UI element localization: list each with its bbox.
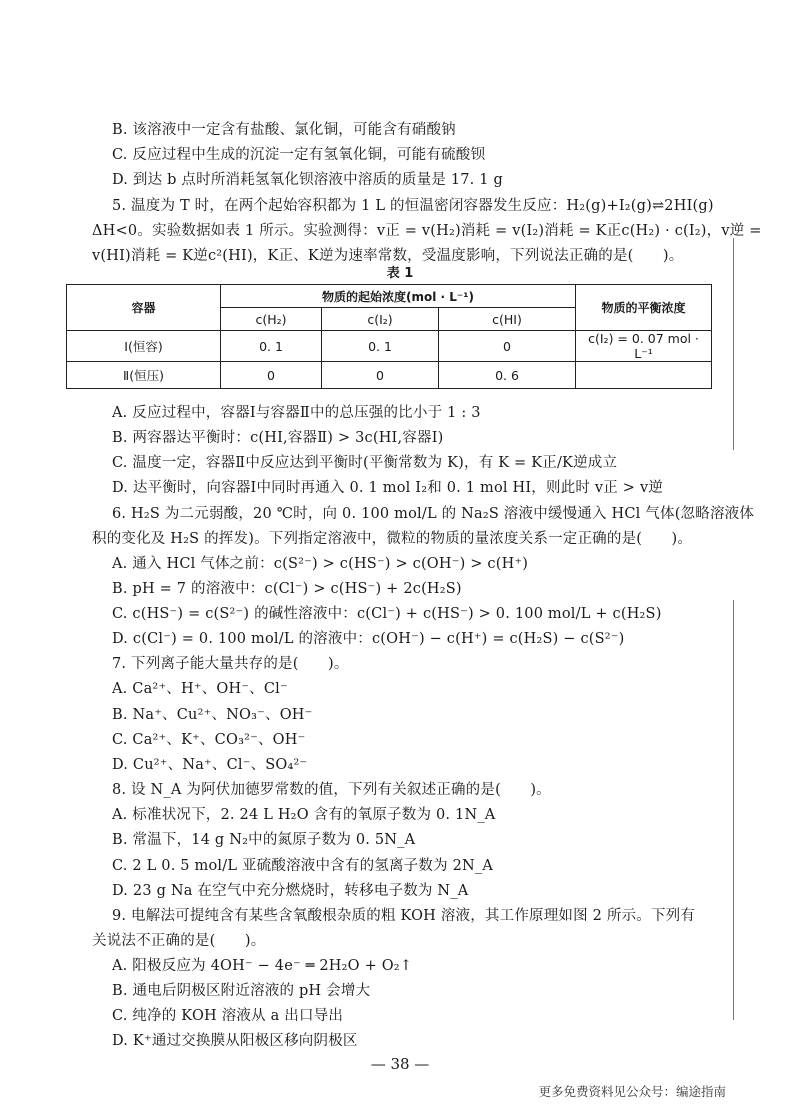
row-c-h2: 0. 1 (221, 331, 322, 362)
option-a-q5: A. 反应过程中，容器Ⅰ与容器Ⅱ中的总压强的比小于 1 : 3 (112, 405, 481, 421)
row-equilibrium: c(I₂) = 0. 07 mol · L⁻¹ (576, 331, 712, 362)
row-c-i2: 0. 1 (322, 331, 439, 362)
header-initial-concentration: 物质的起始浓度(mol · L⁻¹) (221, 285, 576, 308)
option-b-q6: B. pH = 7 的溶液中：c(Cl⁻) > c(HS⁻) + 2c(H₂S) (112, 581, 462, 597)
row-c-i2: 0 (322, 362, 439, 389)
header-equilibrium-concentration: 物质的平衡浓度 (576, 285, 712, 331)
footer-note: 更多免费资料见公众号：编途指南 (538, 1084, 726, 1099)
header-c-hi: c(HI) (439, 308, 576, 331)
option-c-q8: C. 2 L 0. 5 mol/L 亚硫酸溶液中含有的氢离子数为 2N_A (112, 858, 494, 874)
header-c-h2: c(H₂) (221, 308, 322, 331)
option-c-q9: C. 纯净的 KOH 溶液从 a 出口导出 (112, 1008, 344, 1024)
option-a-q6: A. 通入 HCl 气体之前：c(S²⁻) > c(HS⁻) > c(OH⁻) > c(H⁺) (112, 556, 529, 572)
option-b-q8: B. 常温下，14 g N₂中的氮原子数为 0. 5N_A (112, 832, 416, 848)
question-9-line-1: 9. 电解法可提纯含有某些含氧酸根杂质的粗 KOH 溶液，其工作原理如图 2 所示。下列有 (112, 908, 696, 924)
option-d-q5: D. 达平衡时，向容器Ⅰ中同时再通入 0. 1 mol I₂和 0. 1 mol HI，则此时 v正 > v逆 (112, 480, 664, 496)
option-b-q5: B. 两容器达平衡时：c(HI,容器Ⅱ) > 3c(HI,容器Ⅰ) (112, 430, 444, 446)
option-d-q9: D. K⁺通过交换膜从阳极区移向阴极区 (112, 1033, 358, 1049)
data-table (66, 284, 712, 389)
option-a-q9: A. 阳极反应为 4OH⁻ − 4e⁻ ═ 2H₂O + O₂↑ (112, 958, 413, 974)
header-container: 容器 (67, 285, 221, 331)
table-row (67, 362, 712, 389)
option-c-q7: C. Ca²⁺、K⁺、CO₃²⁻、OH⁻ (112, 732, 306, 748)
question-8: 8. 设 N_A 为阿伏加德罗常数的值，下列有关叙述正确的是( )。 (112, 782, 551, 798)
option-d-q4: D. 到达 b 点时所消耗氢氧化钡溶液中溶质的质量是 17. 1 g (112, 172, 504, 188)
question-5-line-1: 5. 温度为 T 时，在两个起始容积都为 1 L 的恒温密闭容器发生反应：H₂(g)+I₂(g)⇌2HI(g) (112, 198, 714, 214)
row-c-hi: 0. 6 (439, 362, 576, 389)
row-c-hi: 0 (439, 331, 576, 362)
question-5-line-3: v(HI)消耗 = K逆c²(HI)，K正、K逆为速率常数，受温度影响，下列说法正确的是( )。 (92, 248, 684, 264)
option-a-q8: A. 标准状况下，2. 24 L H₂O 含有的氧原子数为 0. 1N_A (112, 807, 496, 823)
option-d-q6: D. c(Cl⁻) = 0. 100 mol/L 的溶液中：c(OH⁻) − c(H⁺) = c(H₂S) − c(S²⁻) (112, 631, 625, 647)
header-c-i2: c(I₂) (322, 308, 439, 331)
table-title: 表 1 (386, 266, 414, 281)
row-container-name: Ⅱ(恒压) (67, 362, 221, 389)
question-6-line-2: 积的变化及 H₂S 的挥发)。下列指定溶液中，微粒的物质的量浓度关系一定正确的是( )。 (92, 531, 693, 547)
option-d-q8: D. 23 g Na 在空气中充分燃烧时，转移电子数为 N_A (112, 883, 469, 899)
question-5-line-2: ΔH<0。实验数据如表 1 所示。实验测得：v正 = v(H₂)消耗 = v(I₂)消耗 = K正c(H₂) · c(I₂)，v逆 = (92, 223, 762, 239)
question-9-line-2: 关说法不正确的是( )。 (92, 933, 266, 949)
option-c-q4: C. 反应过程中生成的沉淀一定有氢氧化铜，可能有硫酸钡 (112, 147, 486, 163)
margin-rule (733, 600, 734, 1020)
option-d-q7: D. Cu²⁺、Na⁺、Cl⁻、SO₄²⁻ (112, 757, 308, 773)
option-b-q7: B. Na⁺、Cu²⁺、NO₃⁻、OH⁻ (112, 707, 313, 723)
option-c-q6: C. c(HS⁻) = c(S²⁻) 的碱性溶液中：c(Cl⁻) + c(HS⁻) > 0. 100 mol/L + c(H₂S) (112, 606, 662, 622)
table-row (67, 331, 712, 362)
row-equilibrium (576, 362, 712, 389)
row-c-h2: 0 (221, 362, 322, 389)
option-a-q7: A. Ca²⁺、H⁺、OH⁻、Cl⁻ (112, 681, 288, 697)
option-b-q4: B. 该溶液中一定含有盐酸、氯化铜，可能含有硝酸钠 (112, 122, 456, 138)
page-number: — 38 — (370, 1055, 430, 1073)
option-c-q5: C. 温度一定，容器Ⅱ中反应达到平衡时(平衡常数为 K)，有 K = K正/K逆成立 (112, 455, 618, 471)
question-6-line-1: 6. H₂S 为二元弱酸，20 ℃时，向 0. 100 mol/L 的 Na₂S 溶液中缓慢通入 HCl 气体(忽略溶液体 (112, 506, 755, 522)
row-container-name: Ⅰ(恒容) (67, 331, 221, 362)
question-7: 7. 下列离子能大量共存的是( )。 (112, 656, 349, 672)
option-b-q9: B. 通电后阴极区附近溶液的 pH 会增大 (112, 983, 371, 999)
